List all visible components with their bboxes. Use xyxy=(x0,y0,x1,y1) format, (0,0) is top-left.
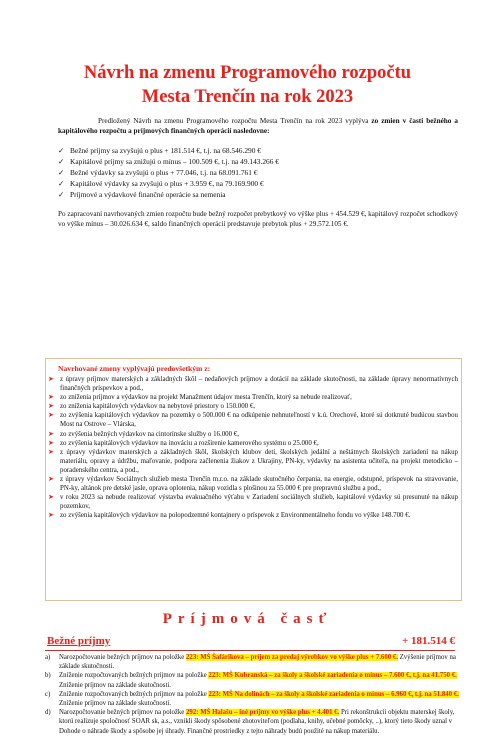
intro-bold: zo zmien v časti bežného a kapitálového rozpočtu a príjmových finančných operácií nasledovne: xyxy=(58,117,458,135)
check-item: ✓ Bežné príjmy sa zvyšujú o plus + 181.514 €, t.j. na 68.546.290 € xyxy=(58,146,261,155)
check-item: ✓ Kapitálové príjmy sa znižujú o mínus – 100.509 €, t.j. na 49.143.266 € xyxy=(58,157,279,166)
arrow-bullet-icon: ➤ xyxy=(48,447,54,456)
changes-list xyxy=(48,375,458,521)
check-icon: ✓ xyxy=(58,168,65,177)
list-item: ➤ z úpravy výdavkov materských a základných škôl, školských klubov detí, školských jedální a neštátnych školských zariadení na nákup materiálu, opravy a údržbu, maľovanie, podpora začlenenia žiakov z Ukrajiny, PN-ky, výdavky na asistenta učiteľa, na projekt metodicko – poradenského centra, a pod., xyxy=(48,447,458,474)
intro-paragraph xyxy=(58,117,458,136)
income-items xyxy=(45,653,460,736)
divider xyxy=(45,650,455,651)
list-item: ➤ zo zníženia príjmov a výdavkov na projekt Manažment údajov mesta Trenčín, ktorý sa nebude realizovať, xyxy=(48,393,352,402)
arrow-bullet-icon: ➤ xyxy=(48,393,54,402)
list-item: c) Zníženie rozpočtovaných bežných príjmov na položke 223: MŠ Na dolinách – za školy a školské zariadenia o mínus – 6.960 €, t.j. na 51.840 €. Zníženie príjmov na základe skutočnosti. xyxy=(45,690,459,708)
list-item: b) Zníženie rozpočtovaných bežných príjmov na položke 223: MŠ Kubranská – za školy a školské zariadenia o mínus – 7.600 €, t.j. na 41.750 €. Zníženie príjmov na základe skutočnosti. xyxy=(45,672,457,689)
check-item: ✓ Bežné výdavky sa zvyšujú o plus + 77.046, t.j. na 68.091.761 € xyxy=(58,168,258,177)
subsection-amount: + 181.514 € xyxy=(401,635,455,647)
arrow-bullet-icon: ➤ xyxy=(48,429,54,438)
check-item: ✓ Kapitálové výdavky sa zvyšujú o plus + 3.959 €, na 79.169.900 € xyxy=(58,179,264,188)
arrow-bullet-icon: ➤ xyxy=(48,511,54,520)
check-icon: ✓ xyxy=(58,179,65,188)
subsection-title: Bežné príjmy xyxy=(47,635,111,647)
list-item: ➤ v roku 2023 sa nebude realizovať výstavba evakuačného výťahu v Zariadení sociálnych služieb, kapitálové výdavky sú presunuté na nákup pozemkov, xyxy=(48,493,458,511)
list-item: ➤ z úpravy výdavkov Sociálnych služieb mesta Trenčín m.r.o. na základe skutočného čerpania, na energie, odstupné, príspevok na stravovanie, PN-ky, altánok pre detské jasle, oprava oplotenia, nákup vozidla s plošinou za 55.000 € pre prepravnú službu a pod., xyxy=(48,475,458,493)
list-item: ➤ zo zvýšenia kapitálových výdavkov na pozemky o 500.000 € na odkúpenie nehnuteľností v k.ú. Orechové, ktoré sú dotknuté budúcou stavbou Most na Ostrove – Vlárska, xyxy=(48,411,458,429)
list-item: ➤ z úpravy príjmov materských a základných škôl – nedaňových príjmov a dotácií na základe skutočnosti, na základe úpravy nenormatívnych finančných príspevkov a pod., xyxy=(48,375,458,393)
changes-heading: Navrhované zmeny vyplývajú predovšetkým z: xyxy=(58,364,211,373)
section-title: Príjmová časť xyxy=(162,611,333,627)
list-item: ➤ zo zvýšenia kapitálových výdavkov na inováciu a rozšírenie kamerového systému o 25.000 €, xyxy=(48,438,319,447)
arrow-bullet-icon: ➤ xyxy=(48,493,54,502)
check-item: ✓ Príjmové a výdavkové finančné operácie sa nemenia xyxy=(58,190,226,199)
arrow-bullet-icon: ➤ xyxy=(48,411,54,420)
summary-paragraph: Po zapracovaní navrhovaných zmien rozpočtu bude bežný rozpočet prebytkový vo výške plus + 454.529 €, kapitálový rozpočet schodkový vo výške mínus – 30.026.634 €, saldo finančných operácií predstavuje prebytok plus + 29.572.105 €. xyxy=(58,210,458,228)
intro-plain: Predložený Návrh na zmenu Programového rozpočtu Mesta Trenčín na rok 2023 vyplýva xyxy=(98,117,372,125)
arrow-bullet-icon: ➤ xyxy=(48,475,54,484)
list-item: ➤ zo zníženia kapitálových výdavkov na nebytové priestory o 150.000 €, xyxy=(48,402,255,411)
arrow-bullet-icon: ➤ xyxy=(48,438,54,447)
list-item: d) Narozpočtovanie bežných príjmov na položke 292: MŠ Halašu – iné príjmy vo výške plus + 4.401 €. Pri rekonštrukcii objektu materskej školy, ktorú realizuje spoločnosť SOAR sk, a.s., vznikli škody spôsobené zhotoviteľom (podlaha, knihy, učebné pomôcky, ..), ktorý tieto škody uznal v Dohode o náhrade škody a spôsobe jej úhrady. Finančné prostriedky z tejto náhrady budú použité na nákup materiálu. xyxy=(45,709,455,735)
arrow-bullet-icon: ➤ xyxy=(48,402,54,411)
arrow-bullet-icon: ➤ xyxy=(48,375,54,383)
check-icon: ✓ xyxy=(58,190,65,199)
list-item: ➤ zo zvýšenia bežných výdavkov na cintorínske služby o 16.000 €, xyxy=(48,429,239,438)
document-title-line-2: Mesta Trenčín na rok 2023 xyxy=(141,87,354,107)
document-title-line-1: Návrh na zmenu Programového rozpočtu xyxy=(83,63,412,83)
check-icon: ✓ xyxy=(58,157,65,166)
check-icon: ✓ xyxy=(58,146,65,155)
list-item: ➤ zo zvýšenia kapitálových výdavkov na polopodzemné kontajnery o príspevok z Environmentálneho fondu vo výške 148.700 €. xyxy=(48,511,411,520)
list-item: a) Narozpočtovanie bežných príjmov na položke 223: MŠ Šafárikova – príjem za predaj výrobkov vo výške plus + 7.600 €. Zvýšenie príjmov na základe skutočnosti. xyxy=(45,654,456,671)
